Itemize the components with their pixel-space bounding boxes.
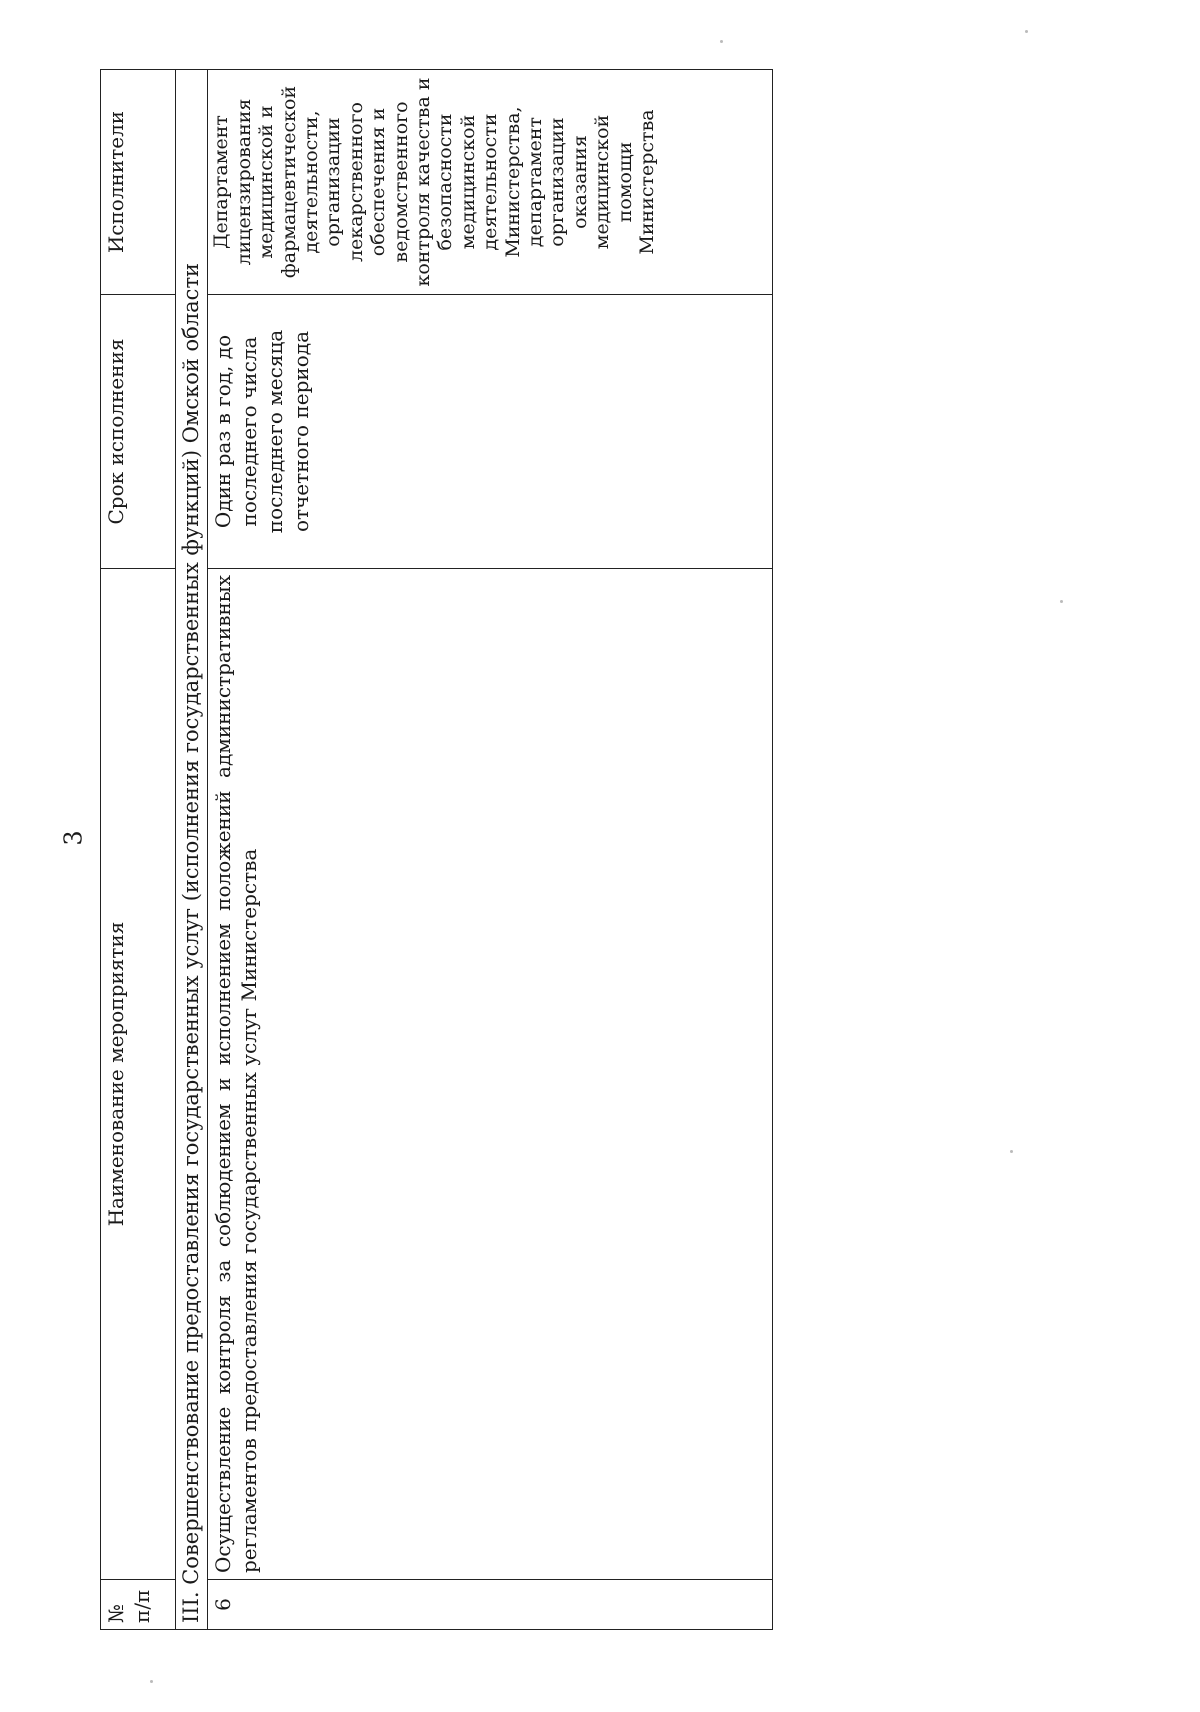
row-executors: Департамент лицензирования медицинской и фармацевтической деятельности, организации лекарственного обеспечения и ведомственного контроля качества и безопасности медицинской деятельности Министерства, департамент организации оказания медицинской помощи Министерства — [210, 77, 659, 287]
row-num: 6 — [208, 1580, 773, 1630]
section-title: III. Совершенствование предоставления государственных услуг (исполнения государственных функций) Омской области — [176, 70, 208, 1630]
rotated-table-wrapper — [100, 70, 880, 1630]
table-row — [208, 70, 773, 1630]
scan-speck — [1025, 30, 1028, 33]
scan-speck — [150, 1680, 153, 1683]
header-name: Наименование мероприятия — [101, 569, 176, 1580]
page-number: 3 — [59, 830, 88, 846]
header-executors: Исполнители — [101, 70, 176, 295]
section-row — [176, 70, 208, 1630]
scan-speck — [720, 40, 723, 43]
table-header-row — [101, 70, 176, 1630]
scan-speck — [1010, 1150, 1013, 1153]
plan-table — [100, 69, 773, 1630]
scan-speck — [1060, 600, 1063, 603]
row-executors-cell — [208, 70, 773, 295]
header-deadline: Срок исполнения — [101, 295, 176, 569]
row-name: Осуществление контроля за соблюдением и исполнением положений административных регламентов предоставления государственных услуг Министерства — [208, 569, 773, 1580]
row-deadline: Один раз в год, до последнего числа последнего месяца отчетного периода — [208, 295, 773, 569]
header-num: № п/п — [101, 1580, 176, 1630]
